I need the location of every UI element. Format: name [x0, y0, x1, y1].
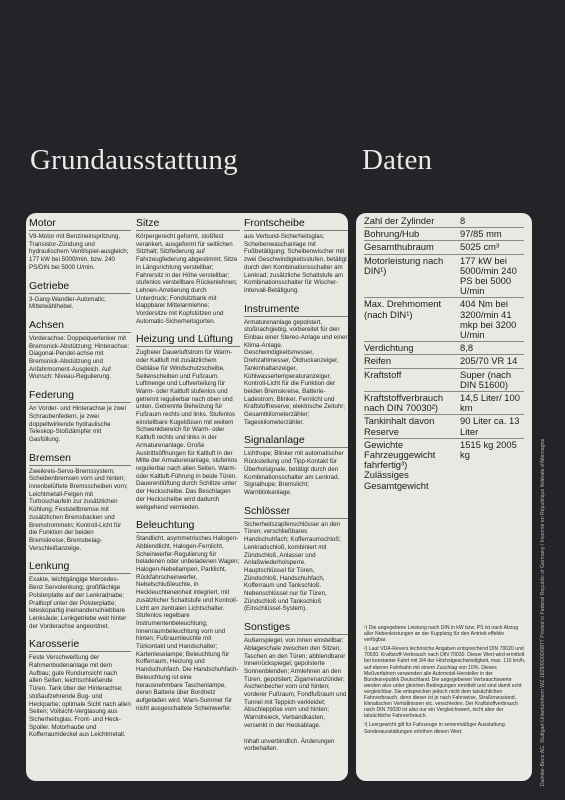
spec-value: 5025 cm³	[457, 241, 524, 254]
section-text: Zugfreier Dauerluftstrom für Warm- oder Kaltluft mit zusätzlichem Gebläse für Windschutzscheibe, Seitenscheiben und Fußraum. Luftmenge und Luftverteilung für Warm- oder Kaltluft stufenlos und getrennt regulierbar nach oben und unten. Getrennte Beheizung für Fußraum rechts und links. Stufenlos einstellbare Kugeldüsen mit weitem Schwenkbereich für Warm- oder Kaltluft rechts und links in der Armaturenanlage. Große Austrittsöffnungen für Kaltluft in der Mitte der Armaturenanlage, stufenlos regulierbar nach allen Seiten. Warm- oder Kaltluft-Führung in beide Türen. Dauerentlüftung durch Schlitze unter der Heckscheibe. Das Beschlagen der Heckscheibe wird dadurch weitgehend vermieden.	[136, 349, 238, 511]
section-text: aus Verbund-Sicherheitsglas; Scheibenwaschanlage mit Fußbetätigung; Scheibenwischer mit zwei Geschwindigkeitsstufen, betätigt durch den Kombinationsschalter am Lenkrad; zusätzliche Schaltstufe am Kombinationsschalter für Wischer-Intervall-Betätigung.	[244, 233, 347, 294]
section-text: Außenspiegel, von innen einstellbar; Ablageschale zwischen den Sitzen; Taschen an den Türen; abblendbarer Innenrückspiegel; gepolsterte Sonnenblenden; Armlehnen an den Türen, gepolstert; Zigarrenanzünder; Aschenbecher vorn und hinten; vorderer Fußraum, Fondfußraum und Tunnel mit Teppich verkleidet; Abschleppöse vorn und hinten; Warndreieck, Verbandkasten, versenkt in der Heckablage.	[244, 637, 347, 729]
spec-label: Max. Drehmoment (nach DIN¹)	[364, 298, 457, 342]
section-title: Sonstiges	[244, 621, 348, 635]
section-title: Schlösser	[244, 505, 348, 519]
spec-value: 14,5 Liter/ 100 km	[457, 392, 524, 415]
section-text: Vorderachse: Doppelquerlenker mit Bremsnick-Abstützung; Hinterachse: Diagonal-Pendel-achse mit Bremsnick-Abstützung und Anfahrmoment-Ausgleich. Auf Wunsch: Niveau-Regulierung.	[29, 334, 130, 381]
equipment-section	[136, 217, 240, 325]
equipment-section	[244, 303, 348, 427]
equipment-section	[244, 621, 348, 729]
spec-row	[364, 392, 524, 415]
section-text: Lichthupe; Blinker mit automatischer Rückstellung und Tipp-Kontakt für Überholsignale, betätigt durch den Kombinationsschalter am Lenkrad. Signalhupe; Bremslicht; Warnblinkanlage.	[244, 450, 344, 496]
spec-value: 205/70 VR 14	[457, 355, 524, 368]
section-text: Armaturenanlage gepolstert, stoßnachgiebig, vorbereitet für den Einbau einer Stereo-Anlage und einer Klima-Anlage. Geschwindigkeitsmesser, Drehzahlmesser, Öldruckanzeiger, Tankinhaltanzeiger, Kühlwassertemperaturanzeiger, Kontroll-Licht für die Funktion der beiden Bremskreise, Batterie-Ladestrom, Blinker, Fernlicht und Kraftstoffreserve; elektrische Zeituhr; Gesamtkilometerzähler; Tageskilometerzähler.	[244, 318, 348, 426]
spec-row	[364, 355, 524, 368]
specs-table	[364, 215, 524, 492]
equipment-section	[29, 560, 131, 630]
spec-row	[364, 254, 524, 298]
equipment-section	[29, 638, 131, 739]
spec-label: Kraftstoff	[364, 368, 457, 391]
section-title: Heizung und Lüftung	[136, 333, 240, 347]
spec-label: Gewichte Fahrzeuggewicht fahrfertig³) Zulässiges Gesamtgewicht	[364, 438, 436, 491]
section-text: Inhalt unverbindlich. Änderungen vorbehalten.	[244, 737, 335, 753]
section-text: Exakte, leichtgängige Mercedes-Benz Servolenkung; großflächige Polsterplatte auf der Lenkradnabe; Pralltopf unter der Polsterplatte; teleskopartig ineinanderschiebbare Lenksäule; Lenkgetriebe weit hinter der Vorderachse angeordnet.	[29, 576, 127, 630]
section-text: Sicherheitszapfenschlösser an den Türen; verschließbares Handschuhfach; Kofferraumschloß; Lenkradschloß, kombiniert mit Zündschloß, Anlasser und Anlaßwiederholsperre. Hauptschlüssel für Türen, Zündschloß, Handschuhfach, Kofferraum und Tankschloß. Nebenschlüssel nur für Türen, Zündschloß und Tankschloß (Einschlüssel-System).	[244, 520, 341, 613]
spec-label: Zahl der Zylinder	[364, 215, 457, 228]
equipment-section	[244, 217, 348, 295]
section-text: An Vorder- und Hinterachse je zwei Schraubenfedern, je zwei doppeltwirkende hydraulische Teleskop-Stoßdämpfer mit Gasfüllung.	[29, 405, 126, 443]
spec-value: 90 Liter ca. 13 Liter	[457, 415, 524, 438]
section-title: Achsen	[29, 319, 131, 333]
equipment-section	[29, 319, 131, 381]
heading-daten: Daten	[362, 144, 433, 176]
section-title: Federung	[29, 389, 131, 403]
spec-row	[364, 228, 524, 241]
spec-value: Super (nach DIN 51600)	[457, 368, 524, 391]
spec-label: Kraftstoffverbrauch nach DIN 70030²)	[364, 392, 457, 415]
spec-value: 177 kW bei 5000/min 240 PS bei 5000 U/min	[457, 254, 524, 298]
equipment-panel	[26, 213, 348, 781]
section-text: V8-Motor mit Benzineinspritzung, Transistor-Zündung und hydraulischem Ventilspiel-ausgleich; 177 kW bei 5000/min. bzw. 240 PS/DIN bei 5000 U/min.	[29, 233, 129, 271]
footnote: ²) Laut VDA-Revers technische Angaben entsprechend DIN 70020 und 70030. Kraftstoff-Verbrauch nach DIN 70030. Dieser Wert wird ermittelt bei konstanter Fahrt mit 3/4 der Höchstgeschwindigkeit, max. 110 km/h, auf ebener Fahrbahn mit einem Zuschlag von 10%. Dieses Meßverfahren verwenden alle Automobil-Hersteller in der Bundesrepublik Deutschland. Die angegebenen Verbrauchswerte werden also unter gleichen Bedingungen ermittelt und sind damit echt vergleichbar. Sie entsprechen jedoch nicht dem tatsächlichen Fahrverbrauch, denn dieser ist je nach Fahrweise, Straßenzustand, klimatischen Verhältnissen etc. verschieden. Der Kraftstoffverbrauch nach DIN 70030 ist also nur ein Vergleichswert, nicht aber der tatsächliche Fahrverbrauch.	[364, 646, 526, 720]
side-imprint	[536, 57, 560, 792]
spec-value: 8	[457, 215, 524, 228]
equipment-column-2	[136, 217, 240, 720]
equipment-section	[244, 434, 348, 496]
footnote: ³) Leergewicht gilt für Fahrzeuge in serienmäßiger Ausstattung. Sonderausstattungen erhöhen diesen Wert.	[364, 722, 507, 735]
spec-label: Reifen	[364, 355, 457, 368]
spec-value: 8,8	[457, 342, 524, 355]
section-text: Feste Verschweißung der Rahmenbodenanlage mit dem Aufbau; gute Rundumsicht nach allen Seiten; leichtschließende Türen. Tank über der Hinterachse; stoßaufzehrende Bug- und Heckpartie; optimale Sicht nach allen Seiten; Vollsicht-Verglasung aus Sicherheitsglas. Front- und Heck-Spoiler. Motorhaube und Kofferraumdeckel aus Leichtmetall.	[29, 654, 131, 739]
equipment-section	[29, 389, 131, 444]
section-text: 3-Gang-Wandler-Automatic; Mittelwählhebel.	[29, 295, 106, 311]
section-text: Zweikreis-Servo-Bremssystem; Scheibenbremsen vorn und hinten; innenbelüftete Bremsscheiben vorn; Leichtmetall-Felgen mit Turboschaufeln zur zusätzlichen Kühlung; Feststellbremse mit zusätzlichen Bremsbacken und Bremstrommeln; Kontroll-Licht für die Funktion der beiden Bremskreise; Bremsbelag-Verschleißanzeige.	[29, 467, 128, 552]
section-title: Signalanlage	[244, 434, 348, 448]
specs-panel	[356, 213, 532, 781]
section-text: Körpergerecht geformt, stoßfest verankert, ausgeformt für seitlichen Sitzhalt; Sitzfederung auf Fahrzeugfederung abgestimmt; Sitze in Längsrichtung verstellbar; Fahrersitz in der Höhe verstellbar; stufenlos verstellbare Rückenlehnen; Lehnen-Arretierung durch Unterdruck; Fondsitzbank mit klappbarer Mittelarmlehne; Vordersitze mit Kopfstützen und Automatic-Sicherheitsgurten.	[136, 233, 238, 325]
spec-value: 1515 kg 2005 kg	[460, 438, 517, 461]
spec-row	[364, 368, 524, 391]
equipment-column-1	[29, 217, 131, 747]
spec-label: Gesamthubraum	[364, 241, 457, 254]
spec-row	[364, 215, 524, 228]
section-title: Lenkung	[29, 560, 131, 574]
spec-row	[364, 415, 524, 438]
footnotes	[364, 625, 526, 738]
equipment-section	[29, 217, 131, 272]
section-title: Getriebe	[29, 280, 131, 294]
footnote: ¹) Die angegebene Leistung nach DIN in kW bzw. PS ist nach Abzug aller Nebenleistungen an der Kupplung für den Antrieb effektiv verfügbar.	[364, 625, 519, 644]
spec-row	[364, 438, 524, 492]
spec-value: 404 Nm bei 3200/min 41 mkp bei 3200 U/min	[457, 298, 524, 342]
section-title: Instrumente	[244, 303, 348, 317]
side-imprint-text: Daimler-Benz AG, Stuttgart-Untertürkheim WZ 1829/00/00/0877 Printed in Federal Republic of Germany / Imprimé en République fédérale d'Allemagne	[540, 438, 546, 786]
section-title: Bremsen	[29, 452, 131, 466]
spec-label: Motorleistung nach DIN¹)	[364, 254, 457, 298]
spec-row	[364, 298, 524, 342]
spec-label: Bohrung/Hub	[364, 228, 457, 241]
spec-label: Verdichtung	[364, 342, 457, 355]
section-text: Standlicht, asymmetrisches Halogen-Abblendlicht, Halogen-Fernlicht, Scheinwerfer-Regulierung für beladenen oder unbeladenen Wagen; Halogen-Nebellampen, Parklicht, Rückfahrscheinwerfer, Nebelschlußleuchte, in Heckleuchteneinheit integriert, mit zusätzlicher Schaltstufe und Kontroll-Licht am zentralen Lichtschalter. Stufenlos regelbare Instrumentenbeleuchtung; Innenraumbeleuchtung vorn und hinten; Fußraumleuchte mit Türkontakt und Handschalter; Kartenleselampe; Beleuchtung für Kofferraum, Heizung und Handschuhfach. Die Handschuhfach-Beleuchtung ist eine herausnehmbare Taschenlampe, deren Batterie über Bordnetz aufgeladen wird. Warn-Summer für nicht ausgeschaltete Scheinwerfer.	[136, 535, 240, 712]
section-title: Sitze	[136, 217, 240, 231]
section-title: Frontscheibe	[244, 217, 348, 231]
equipment-section	[244, 505, 348, 613]
equipment-section	[136, 333, 240, 511]
equipment-section	[29, 280, 131, 311]
spec-row	[364, 241, 524, 254]
section-title: Beleuchtung	[136, 519, 240, 533]
spec-label: Tankinhalt davon Reserve	[364, 415, 457, 438]
heading-grundausstattung: Grundausstattung	[30, 144, 238, 176]
section-title: Motor	[29, 217, 131, 231]
equipment-section	[136, 519, 240, 712]
spec-value: 97/85 mm	[457, 228, 524, 241]
equipment-section	[29, 452, 131, 553]
equipment-column-3	[244, 217, 348, 761]
section-title: Karosserie	[29, 638, 131, 652]
equipment-section	[244, 738, 348, 753]
spec-row	[364, 342, 524, 355]
